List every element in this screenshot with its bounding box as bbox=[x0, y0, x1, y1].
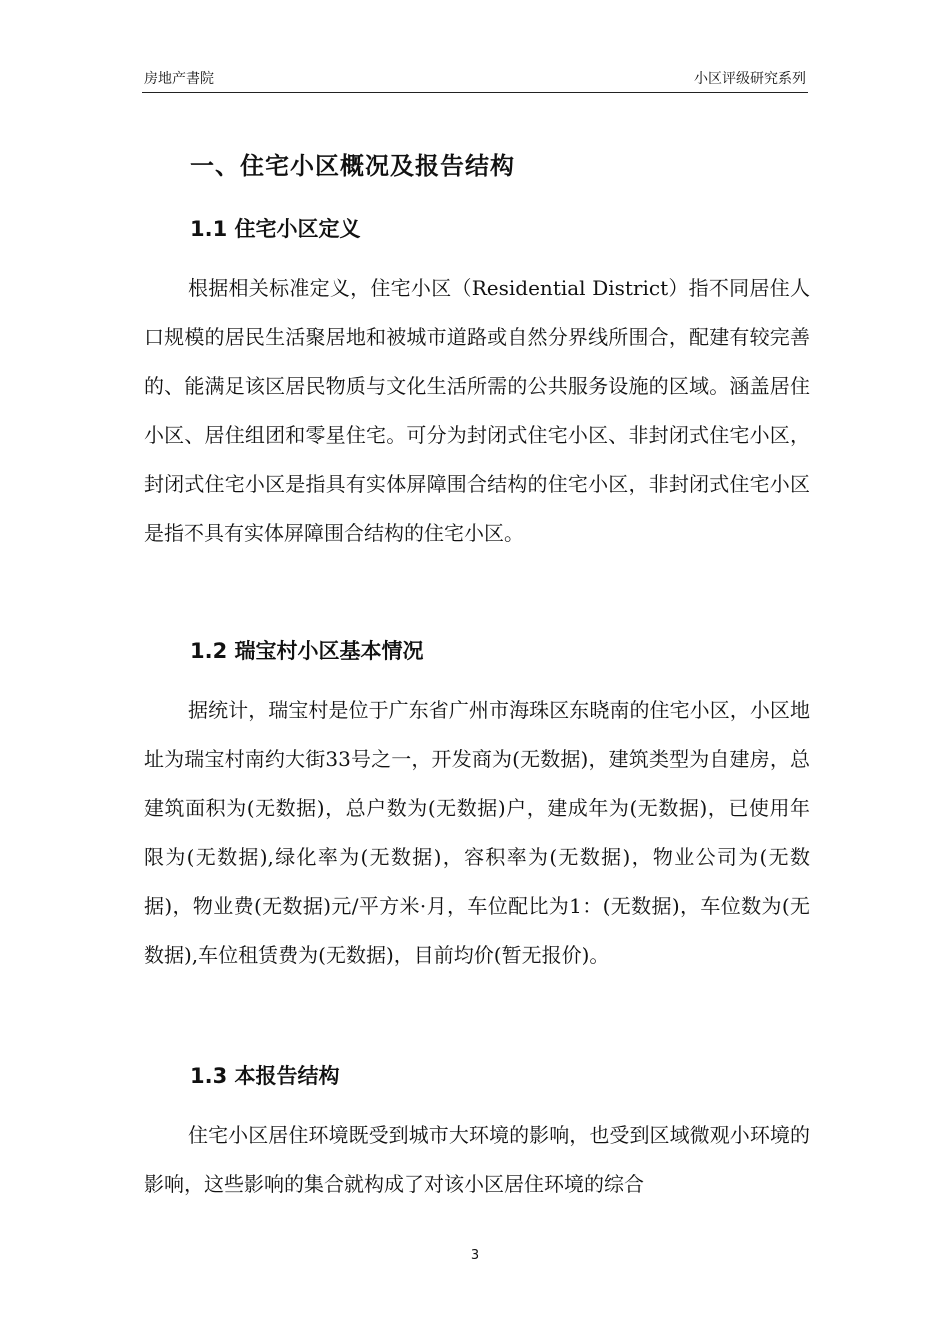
paragraph-1-3: 住宅小区居住环境既受到城市大环境的影响，也受到区域微观小环境的影响，这些影响的集合就构成了对该小区居住环境的综合 bbox=[144, 1123, 810, 1196]
heading-1-2: 1.2 瑞宝村小区基本情况 bbox=[190, 639, 424, 663]
paragraph-1-2: 据统计，瑞宝村是位于广东省广州市海珠区东晓南的住宅小区，小区地址为瑞宝村南约大街33号之一，开发商为(无数据)，建筑类型为自建房，总建筑面积为(无数据)，总户数为(无数据)户，建成年为(无数据)，已使用年限为(无数据),绿化率为(无数据)，容积率为(无数据)，物业公司为(无数据)，物业费(无数据)元/平方米·月，车位配比为1：(无数据)，车位数为(无数据),车位租赁费为(无数据)，目前均价(暂无报价)。 bbox=[144, 698, 810, 967]
heading-1-3: 1.3 本报告结构 bbox=[190, 1064, 340, 1088]
heading-1-1: 1.1 住宅小区定义 bbox=[190, 217, 361, 241]
paragraph-1-1: 根据相关标准定义，住宅小区（Residential District）指不同居住人口规模的居民生活聚居地和被城市道路或自然分界线所围合，配建有较完善的、能满足该区居民物质与文化生活所需的公共服务设施的区域。涵盖居住小区、居住组团和零星住宅。可分为封闭式住宅小区、非封闭式住宅小区，封闭式住宅小区是指具有实体屏障围合结构的住宅小区，非封闭式住宅小区是指不具有实体屏障围合结构的住宅小区。 bbox=[144, 276, 810, 545]
page-header bbox=[142, 66, 808, 93]
header-series-title: 小区评级研究系列 bbox=[694, 71, 806, 87]
page-number: 3 bbox=[470, 1248, 480, 1263]
section-title: 一、住宅小区概况及报告结构 bbox=[190, 152, 515, 180]
header-publisher: 房地产書院 bbox=[144, 71, 214, 87]
